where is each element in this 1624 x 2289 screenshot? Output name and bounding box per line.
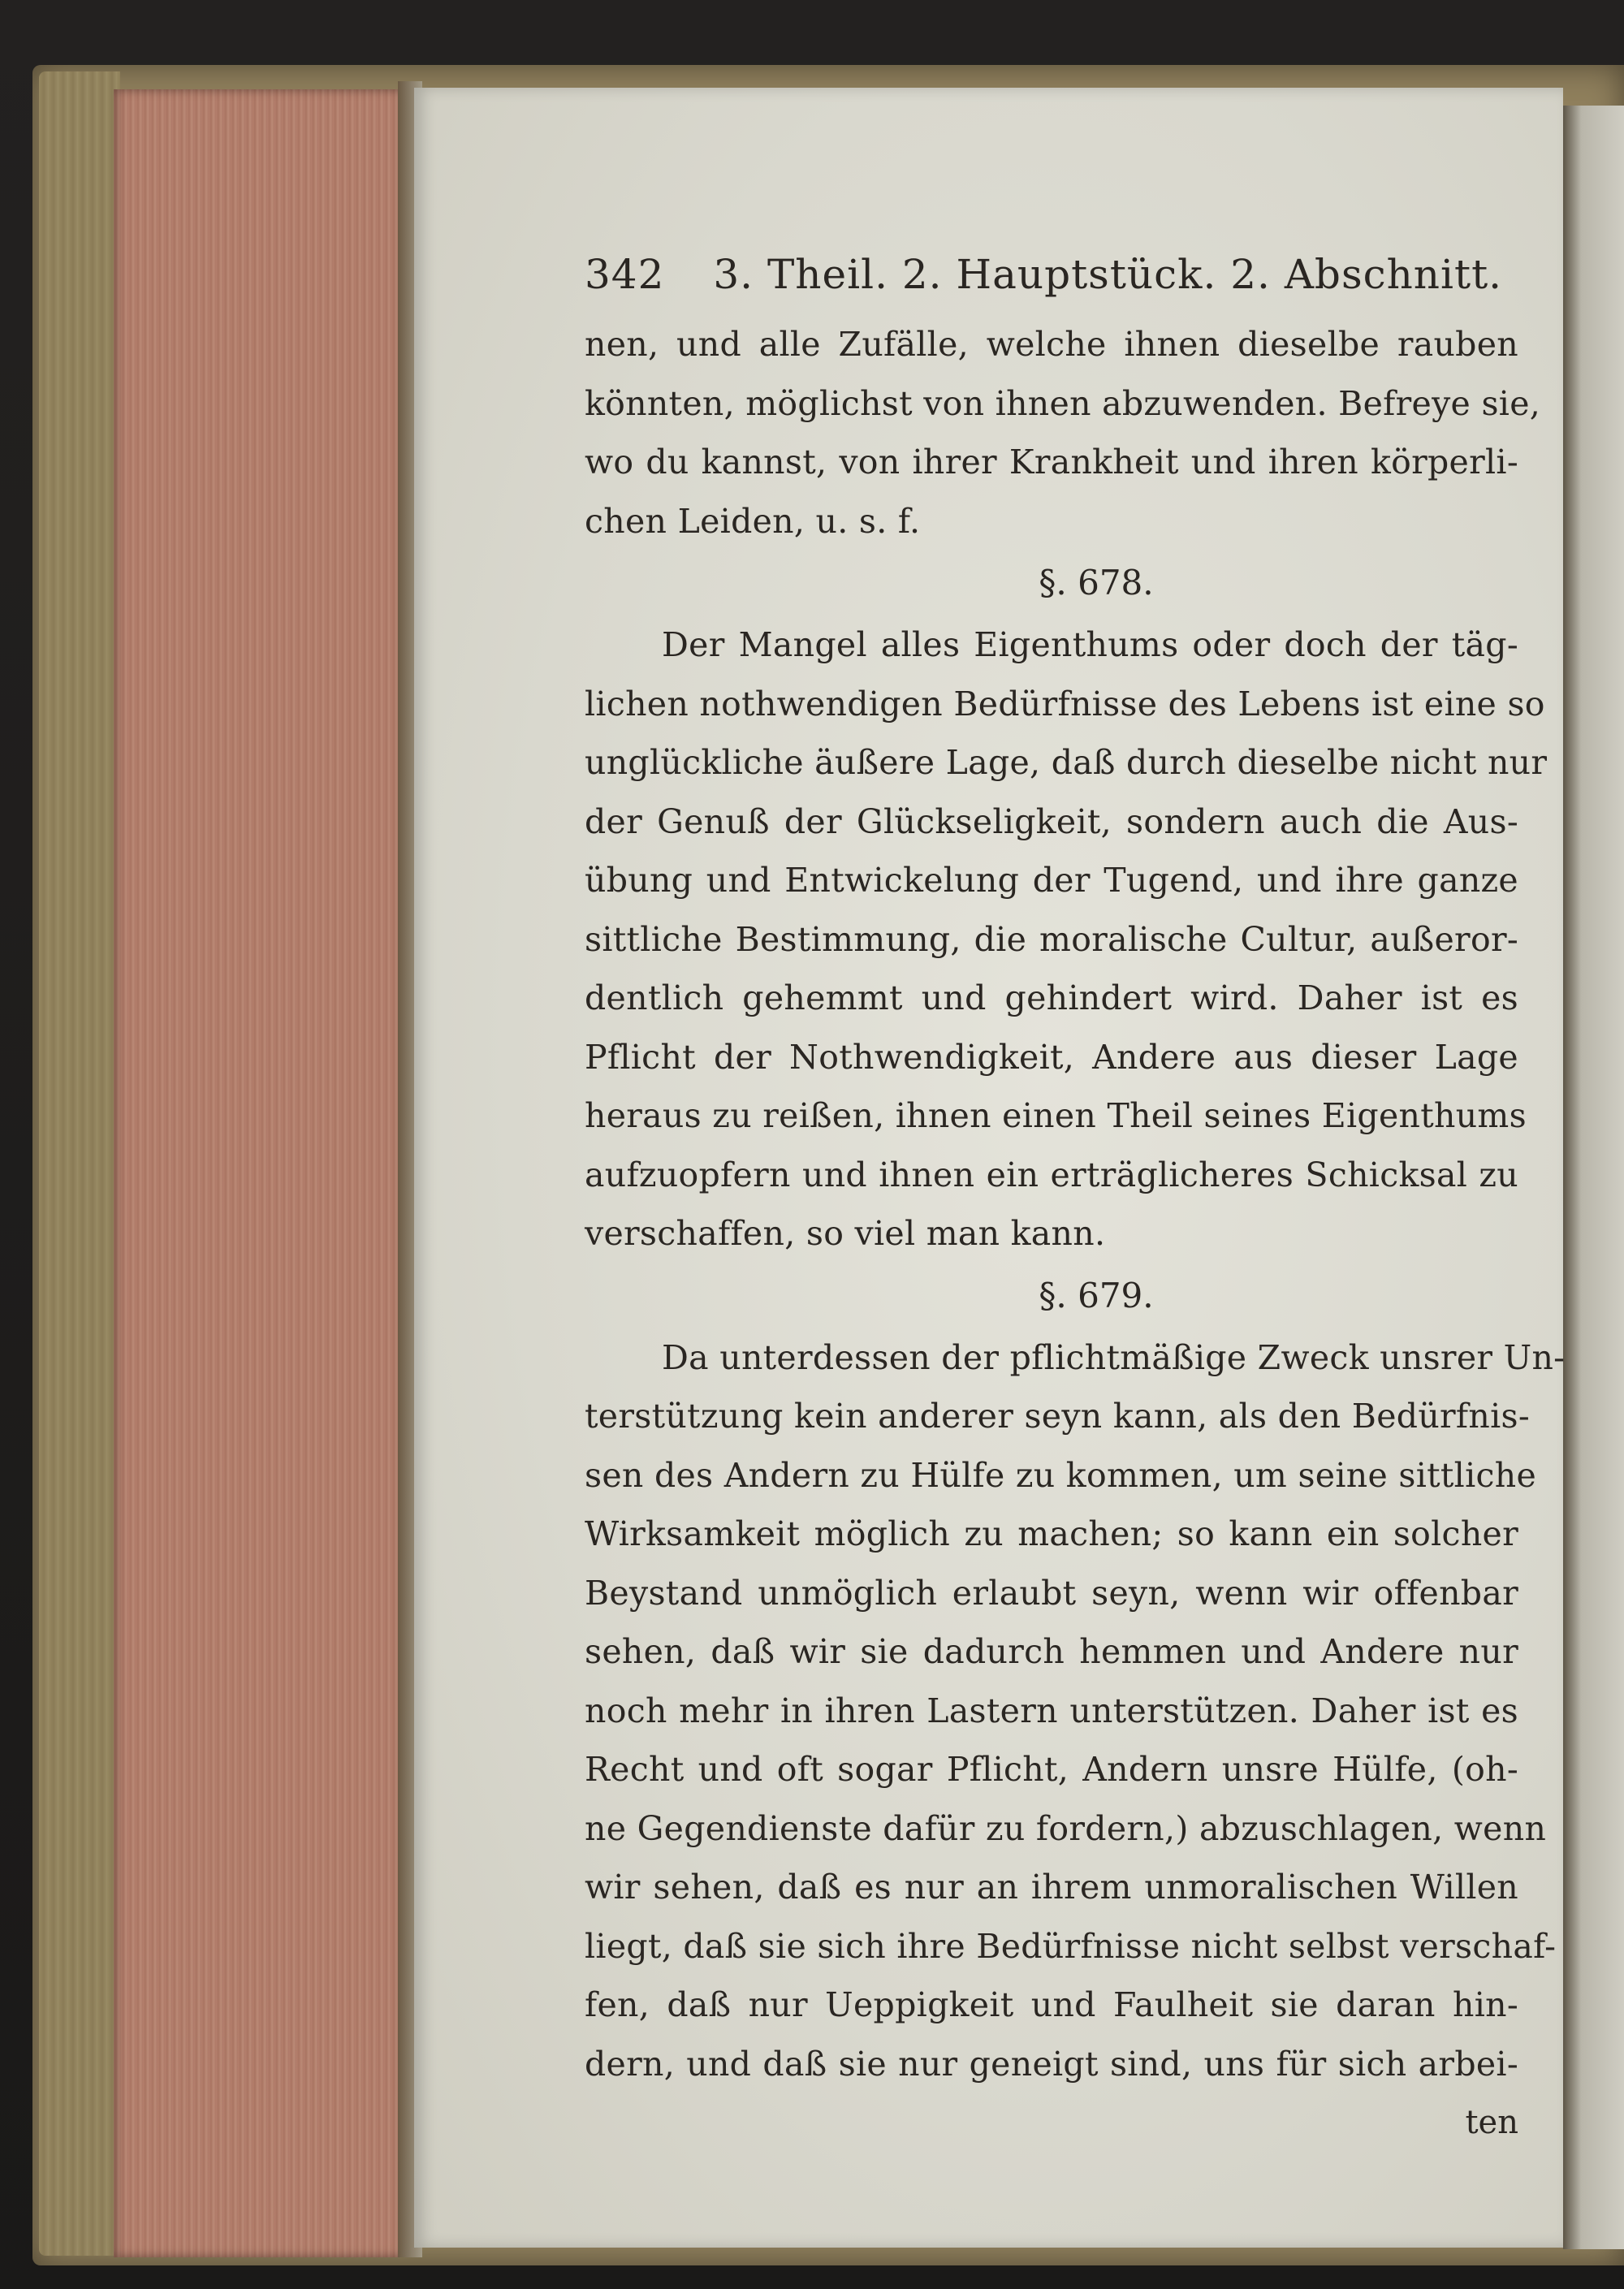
cover-spine-edge <box>39 71 120 2256</box>
text-line: lichen nothwendigen Bedürfnisse des Lebens ist eine so <box>585 684 1545 723</box>
text-line: liegt, daß sie sich ihre Bedürfnisse nicht selbst verschaf- <box>585 1926 1557 1966</box>
text-line: dern, und daß sie nur geneigt sind, uns für sich arbei- <box>585 2044 1518 2084</box>
text-line: Der Mangel alles Eigenthums oder doch der täg- <box>662 625 1518 664</box>
page-text <box>585 242 1566 2152</box>
text-line: nen, und alle Zufälle, welche ihnen dieselbe rauben <box>585 325 1518 364</box>
text-line: Pflicht der Nothwendigkeit, Andere aus dieser Lage <box>585 1037 1518 1077</box>
text-line: übung und Entwickelung der Tugend, und ihre ganze <box>585 861 1518 900</box>
page-edges <box>114 89 410 2257</box>
text-line: sehen, daß wir sie dadurch hemmen und Andere nur <box>585 1632 1518 1671</box>
text-line: terstützung kein anderer seyn kann, als den Bedürfnis- <box>585 1397 1531 1436</box>
text-line: Beystand unmöglich erlaubt seyn, wenn wir offenbar <box>585 1573 1518 1613</box>
paragraph <box>585 1328 1566 2094</box>
text-line: heraus zu reißen, ihnen einen Theil seines Eigenthums <box>585 1096 1527 1135</box>
text-line: Da unterdessen der pflichtmäßige Zweck unsrer Un- <box>662 1337 1566 1377</box>
text-line: aufzuopfern und ihnen ein erträglicheres Schicksal zu <box>585 1155 1518 1194</box>
text-line: fen, daß nur Ueppigkeit und Faulheit sie daran hin- <box>585 1985 1518 2024</box>
paragraph <box>585 315 1541 551</box>
running-title: 3. Theil. 2. Hauptstück. 2. Abschnitt. <box>713 251 1503 298</box>
text-line: wir sehen, daß es nur an ihrem unmoralischen Willen <box>585 1868 1518 1907</box>
text-line: der Genuß der Glückseligkeit, sondern auch die Aus- <box>585 801 1518 841</box>
text-line: verschaffen, so viel man kann. <box>585 1214 1106 1253</box>
paragraph <box>585 615 1548 1263</box>
text-line: unglückliche äußere Lage, daß durch dieselbe nicht nur <box>585 743 1548 782</box>
text-line: sittliche Bestimmung, die moralische Cultur, außeror- <box>585 919 1518 959</box>
text-line: sen des Andern zu Hülfe zu kommen, um seine sittliche <box>585 1455 1537 1495</box>
facing-page-edge <box>1563 106 1624 2249</box>
section-heading: §. 678. <box>1039 563 1154 602</box>
catchword: ten <box>1465 2104 1518 2141</box>
running-head <box>585 242 1518 307</box>
text-line: ne Gegendienste dafür zu fordern,) abzuschlagen, wenn <box>585 1808 1547 1848</box>
text-line: chen Leiden, u. s. f. <box>585 501 921 541</box>
text-line: Wirksamkeit möglich zu machen; so kann ein solcher <box>585 1514 1518 1553</box>
text-line: könnten, möglichst von ihnen abzuwenden. Befreye sie, <box>585 383 1541 423</box>
book-page <box>414 88 1566 2248</box>
text-line: wo du kannst, von ihrer Krankheit und ihren körperli- <box>585 443 1518 482</box>
text-line: Recht und oft sogar Pflicht, Andern unsre Hülfe, (oh- <box>585 1750 1518 1789</box>
page-number: 342 <box>585 251 665 298</box>
section-heading: §. 679. <box>1039 1275 1154 1315</box>
text-line: dentlich gehemmt und gehindert wird. Daher ist es <box>585 978 1518 1017</box>
text-line: noch mehr in ihren Lastern unterstützen. Daher ist es <box>585 1691 1518 1730</box>
